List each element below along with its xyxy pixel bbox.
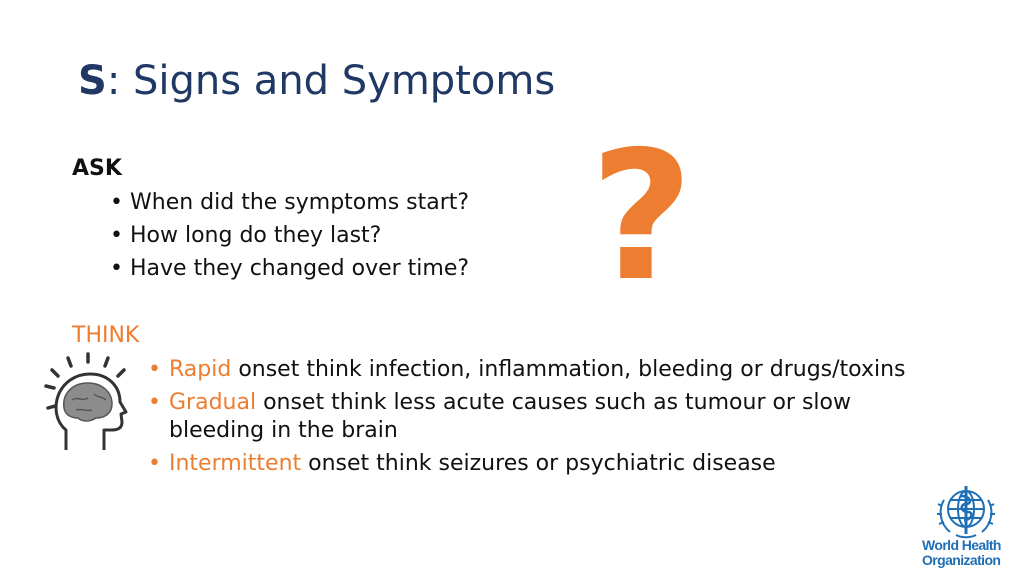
think-item-text: onset think less acute causes such as tumour or slow bleeding in the brain	[169, 390, 852, 443]
who-logo-line2: Organization	[922, 552, 1001, 568]
title-rest: : Signs and Symptoms	[106, 58, 556, 104]
slide-title	[78, 58, 555, 104]
think-item-key: Rapid	[169, 357, 232, 382]
think-list	[148, 356, 918, 483]
who-logo-text	[922, 538, 1018, 568]
ask-item: • How long do they last?	[110, 219, 580, 252]
who-logo	[918, 482, 1014, 572]
ask-list	[110, 186, 580, 285]
think-item-text: onset think seizures or psychiatric disease	[301, 451, 776, 476]
ask-heading: ASK	[72, 156, 122, 181]
think-item	[148, 450, 918, 478]
ask-item: • When did the symptoms start?	[110, 186, 580, 219]
think-item-key: Intermittent	[169, 451, 302, 476]
think-item-key: Gradual	[169, 390, 257, 415]
title-prefix: S	[78, 58, 107, 104]
who-emblem-icon	[934, 482, 998, 540]
think-item	[148, 389, 918, 445]
ask-item: • Have they changed over time?	[110, 252, 580, 285]
think-item-text: onset think infection, inflammation, bleeding or drugs/toxins	[231, 357, 906, 382]
think-item	[148, 356, 918, 384]
think-heading: THINK	[72, 323, 140, 348]
question-mark-icon: ?	[590, 113, 694, 320]
who-logo-line1: World Health	[922, 537, 1001, 553]
head-brain-icon	[38, 352, 136, 454]
